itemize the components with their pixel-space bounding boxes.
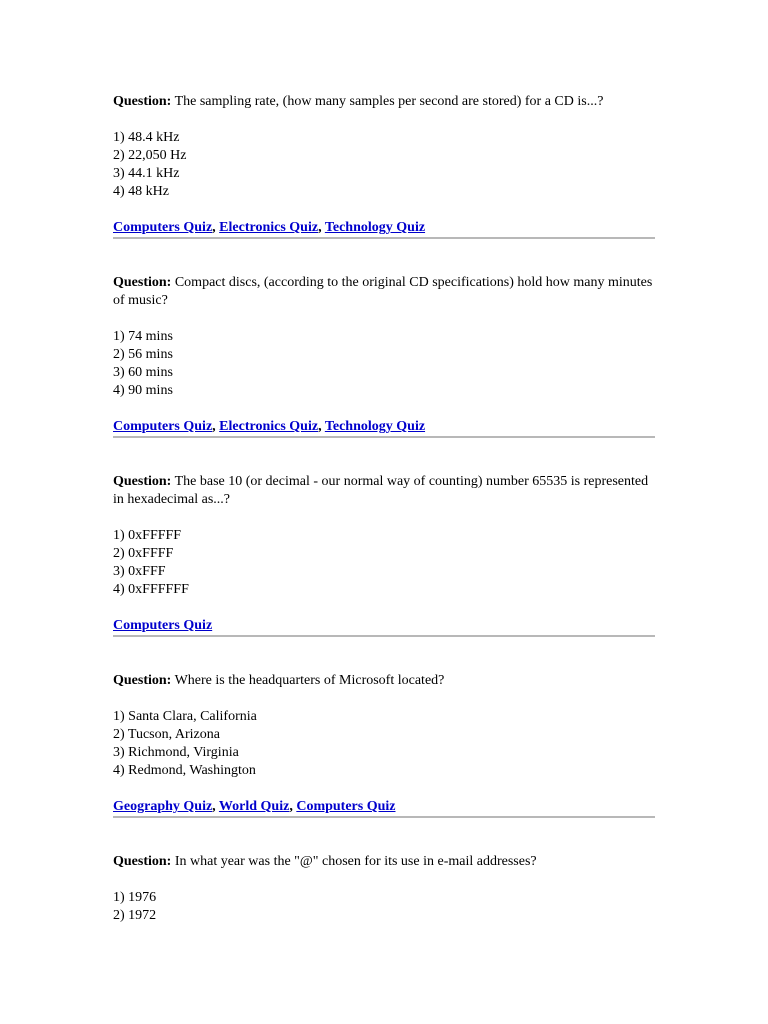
answer-list [113,328,655,400]
answer-option: 1) 74 mins [113,329,173,344]
question-text [113,853,655,871]
category-link[interactable]: Electronics Quiz [219,220,319,235]
question-body: Where is the headquarters of Microsoft located? [174,673,445,688]
category-links: Computers Quiz, Electronics Quiz, Technology Quiz [113,419,426,434]
category-link[interactable]: Computers Quiz [296,799,396,814]
question-body: The sampling rate, (how many samples per second are stored) for a CD is...? [174,94,604,109]
category-link[interactable]: Technology Quiz [324,419,426,434]
question-body: The base 10 (or decimal - our normal way of counting) number 65535 is represented in hexadecimal as...? [113,474,649,507]
question-block [113,473,655,637]
answer-option: 4) 0xFFFFFF [113,582,189,597]
category-link[interactable]: Technology Quiz [324,220,426,235]
section-divider [113,816,655,818]
question-block [113,274,655,438]
answer-option: 4) 90 mins [113,383,173,398]
answer-option: 2) Tucson, Arizona [113,727,220,742]
answer-option: 3) 0xFFF [113,564,166,579]
section-divider [113,237,655,239]
category-link[interactable]: Computers Quiz [113,220,213,235]
answer-option: 2) 22,050 Hz [113,148,187,163]
answer-option: 2) 0xFFFF [113,546,174,561]
category-link[interactable]: Geography Quiz [113,799,213,814]
question-text [113,274,655,310]
answer-option: 3) 44.1 kHz [113,166,180,181]
answer-option: 3) Richmond, Virginia [113,745,239,760]
category-link[interactable]: Computers Quiz [113,618,213,633]
answer-list [113,889,655,925]
category-link[interactable]: Electronics Quiz [219,419,319,434]
question-list [113,93,655,925]
category-links [113,617,655,635]
answer-option: 2) 56 mins [113,347,173,362]
category-links: Computers Quiz, Electronics Quiz, Technology Quiz [113,220,426,235]
quiz-page [113,93,655,943]
question-label: Question: [113,854,172,869]
question-label: Question: [113,275,172,290]
answer-option: 1) 48.4 kHz [113,130,180,145]
section-divider [113,436,655,438]
answer-option: 1) 1976 [113,890,157,905]
question-block [113,672,655,818]
section-divider [113,635,655,637]
question-body: In what year was the "@" chosen for its use in e-mail addresses? [174,854,537,869]
question-label: Question: [113,673,172,688]
answer-option: 2) 1972 [113,908,157,923]
answer-option: 1) Santa Clara, California [113,709,257,724]
category-link[interactable]: World Quiz [218,799,290,814]
question-text [113,93,655,111]
answer-list [113,527,655,599]
category-links: Geography Quiz, World Quiz, Computers Quiz [113,799,396,814]
answer-option: 4) 48 kHz [113,184,169,199]
question-block [113,853,655,925]
question-block [113,93,655,239]
question-text [113,473,655,509]
question-label: Question: [113,94,172,109]
answer-list [113,708,655,780]
category-link[interactable]: Computers Quiz [113,419,213,434]
answer-option: 3) 60 mins [113,365,173,380]
answer-option: 1) 0xFFFFF [113,528,182,543]
question-label: Question: [113,474,172,489]
answer-option: 4) Redmond, Washington [113,763,256,778]
question-body: Compact discs, (according to the original CD specifications) hold how many minutes of music? [113,275,653,308]
answer-list [113,129,655,201]
question-text [113,672,655,690]
